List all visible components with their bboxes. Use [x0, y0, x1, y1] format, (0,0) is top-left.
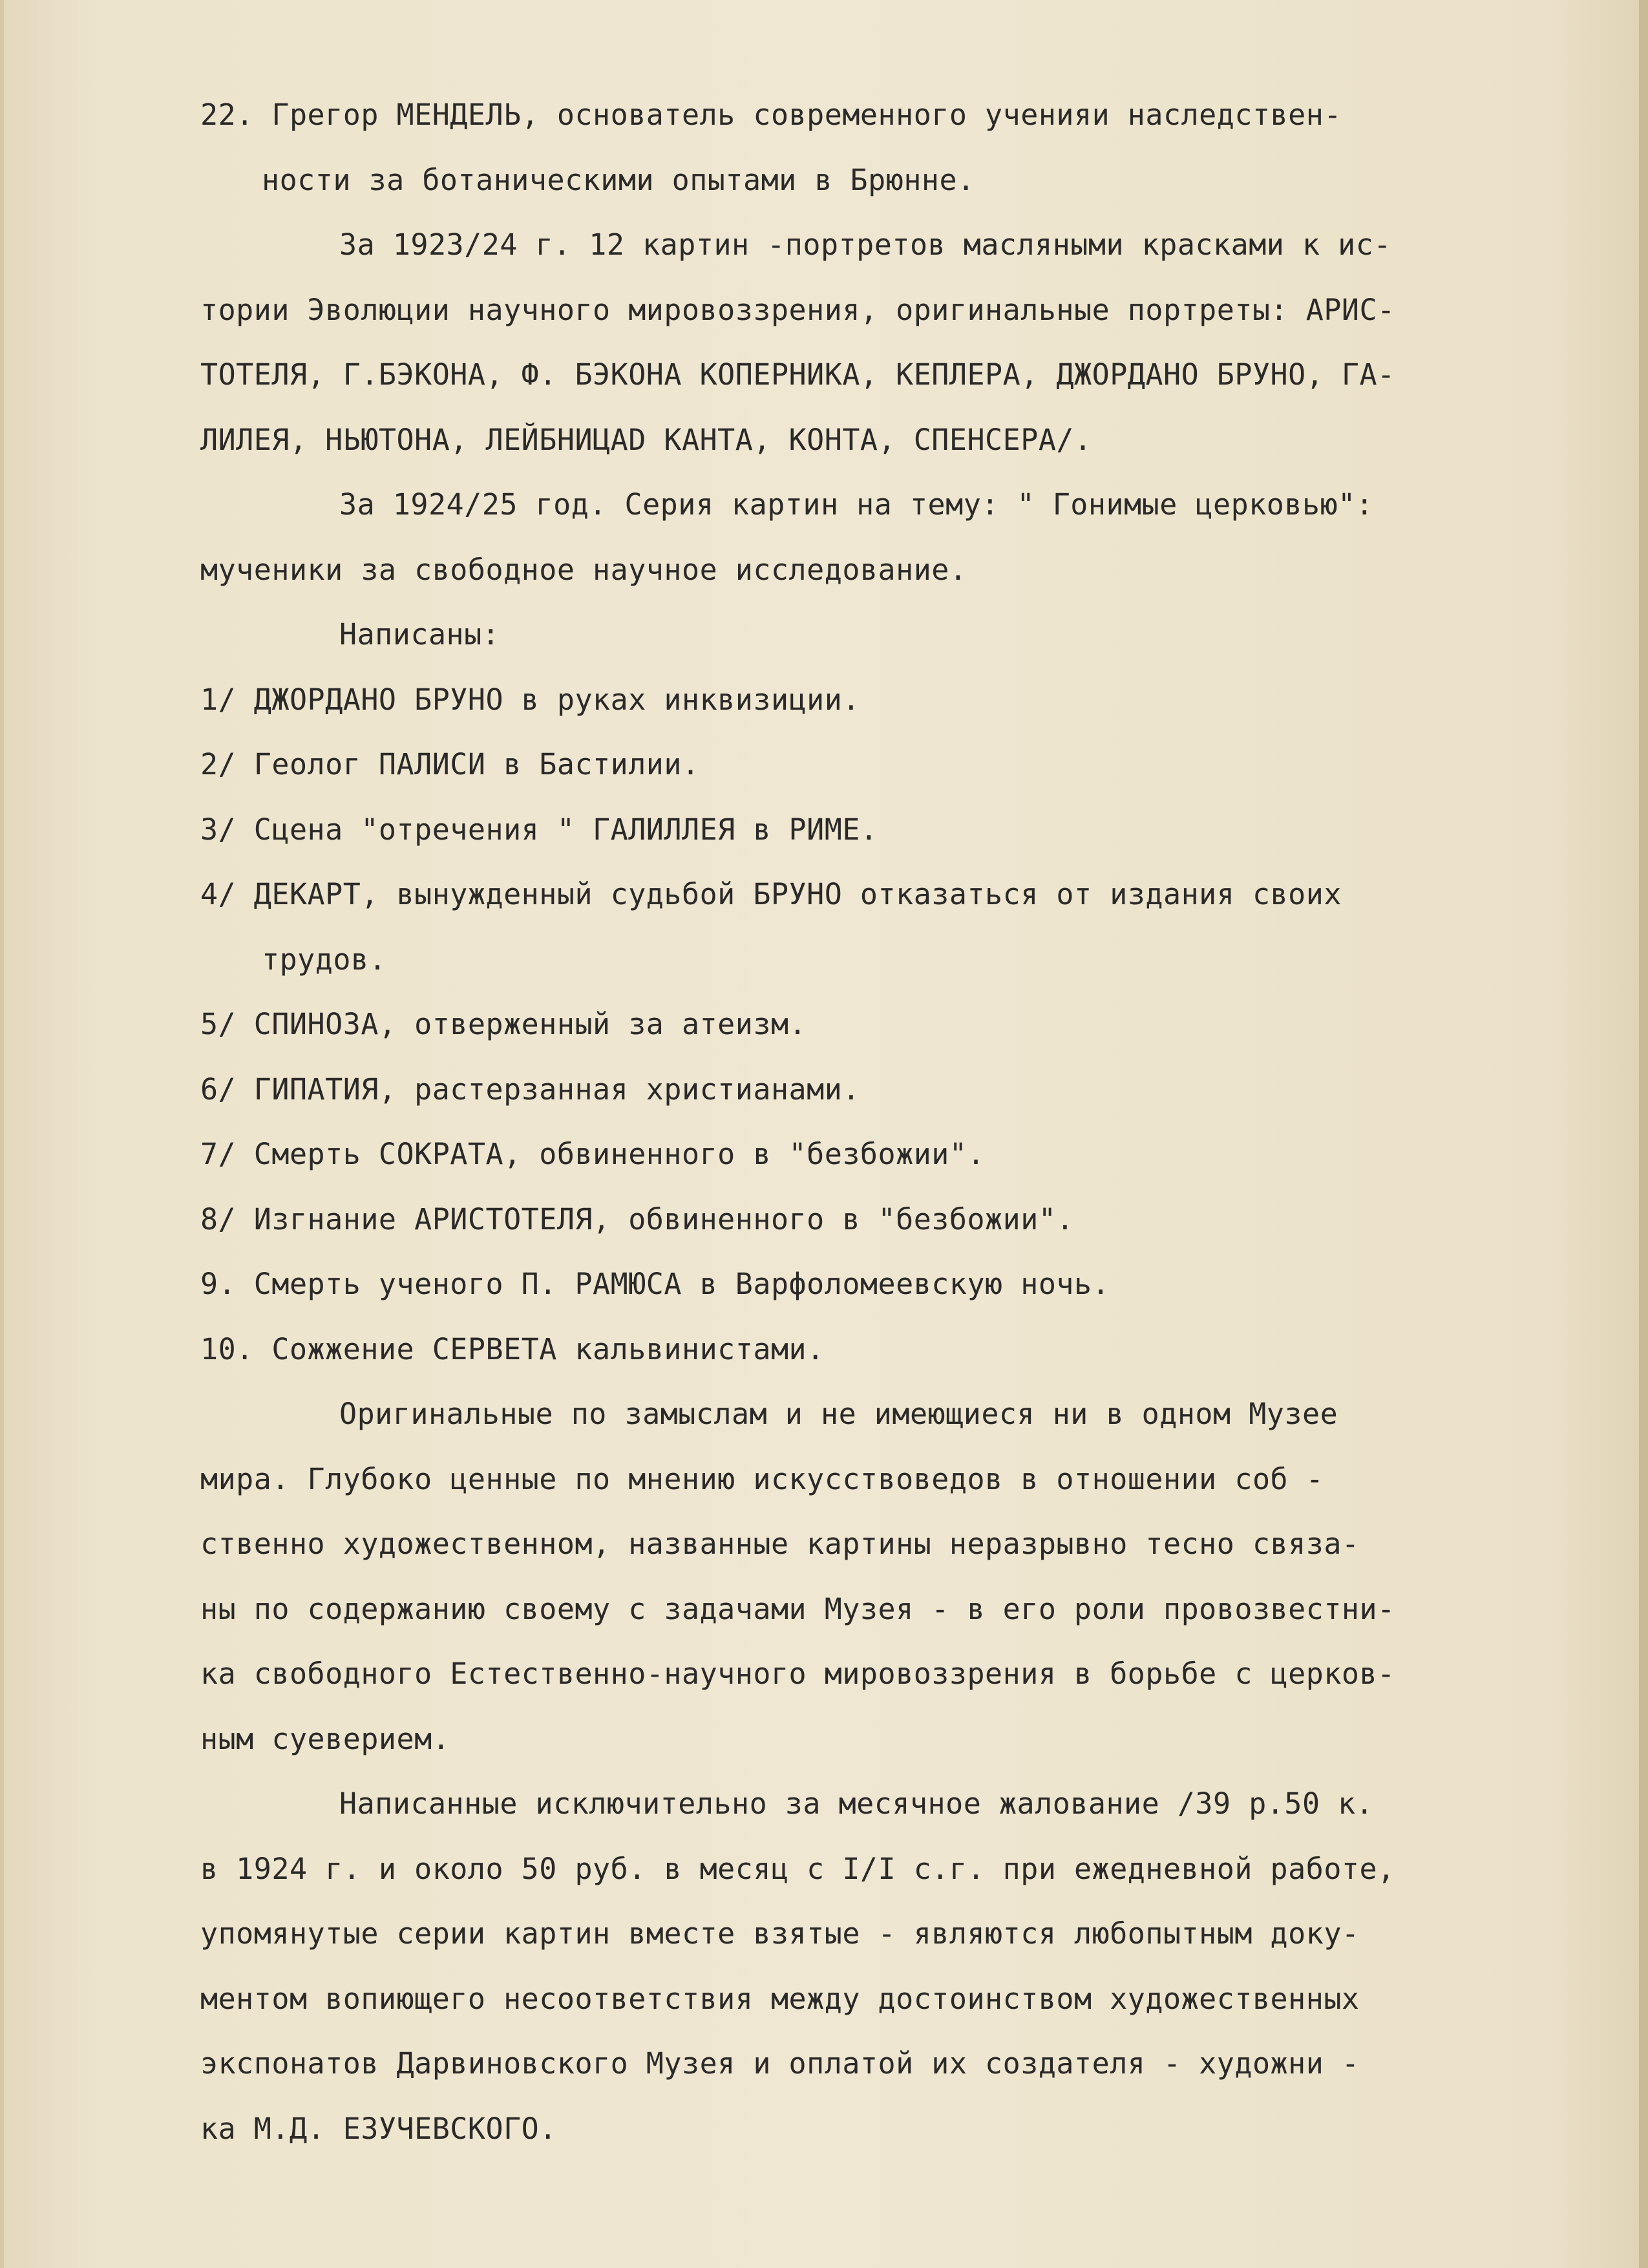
- list-item: 7/ Смерть СОКРАТА, обвиненного в "безбожии".: [200, 1137, 986, 1171]
- text-line: экспонатов Дарвиновского Музея и оплатой их создателя - художни -: [200, 2046, 1360, 2081]
- list-item: 2/ Геолог ПАЛИСИ в Бастилии.: [200, 747, 700, 781]
- text-line: Написанные исключительно за месячное жалование /39 р.50 к.: [339, 1786, 1374, 1821]
- text-line: ка М.Д. ЕЗУЧЕВСКОГО.: [200, 2111, 557, 2146]
- typed-text-body: [200, 83, 1532, 2161]
- text-line: ны по содержанию своему с задачами Музея - в его роли провозвестни-: [200, 1591, 1395, 1626]
- list-item: 8/ Изгнание АРИСТОТЕЛЯ, обвиненного в "безбожии".: [200, 1202, 1075, 1236]
- text-line: За 1924/25 год. Серия картин на тему: " Гонимые церковью":: [339, 487, 1374, 522]
- text-line: трудов.: [262, 942, 387, 977]
- paper-edge-left: [0, 0, 4, 2268]
- text-line: мученики за свободное научное исследование.: [200, 552, 967, 587]
- list-item: 5/ СПИНОЗА, отверженный за атеизм.: [200, 1007, 807, 1041]
- text-line: Оригинальные по замыслам и не имеющиеся ни в одном Музее: [339, 1397, 1338, 1431]
- text-line: 22. Грегор МЕНДЕЛЬ, основатель современного ученияи наследствен-: [200, 98, 1342, 132]
- text-line: упомянутые серии картин вместе взятые - являются любопытным доку-: [200, 1916, 1360, 1951]
- text-line: ТОТЕЛЯ, Г.БЭКОНА, Ф. БЭКОНА КОПЕРНИКА, КЕПЛЕРА, ДЖОРДАНО БРУНО, ГА-: [200, 357, 1395, 392]
- list-item: 1/ ДЖОРДАНО БРУНО в руках инквизиции.: [200, 682, 860, 717]
- text-line: ности за ботаническими опытами в Брюнне.: [262, 162, 975, 197]
- text-line: ЛИЛЕЯ, НЬЮТОНА, ЛЕЙБНИЦАD КАНТА, КОНТА, СПЕНСЕРА/.: [200, 422, 1092, 457]
- text-line: мира. Глубоко ценные по мнению искусствоведов в отношении соб -: [200, 1461, 1324, 1496]
- text-line: ка свободного Естественно-научного мировоззрения в борьбе с церков-: [200, 1657, 1395, 1691]
- list-item: 3/ Сцена "отречения " ГАЛИЛЛЕЯ в РИМЕ.: [200, 812, 878, 847]
- list-item: 4/ ДЕКАРТ, вынужденный судьбой БРУНО отказаться от издания своих: [200, 877, 1342, 911]
- text-line: Написаны:: [339, 617, 500, 652]
- text-line: ным суеверием.: [200, 1721, 450, 1756]
- text-line: ментом вопиющего несоответствия между достоинством художественных: [200, 1981, 1360, 2016]
- text-line: в 1924 г. и около 50 руб. в месяц с I/I с.г. при ежедневной работе,: [200, 1851, 1395, 1886]
- list-item: 9. Смерть ученого П. РАМЮСА в Варфоломеевскую ночь.: [200, 1267, 1110, 1301]
- text-line: ственно художественном, названные картины неразрывно тесно связа-: [200, 1527, 1360, 1561]
- list-item: 6/ ГИПАТИЯ, растерзанная христианами.: [200, 1072, 860, 1107]
- text-line: За 1923/24 г. 12 картин -портретов масляными красками к ис-: [339, 228, 1391, 262]
- text-line: тории Эволюции научного мировоззрения, оригинальные портреты: АРИС-: [200, 292, 1395, 327]
- list-item: 10. Сожжение СЕРВЕТА кальвинистами.: [200, 1331, 825, 1366]
- paper-edge-right: [1639, 0, 1648, 2268]
